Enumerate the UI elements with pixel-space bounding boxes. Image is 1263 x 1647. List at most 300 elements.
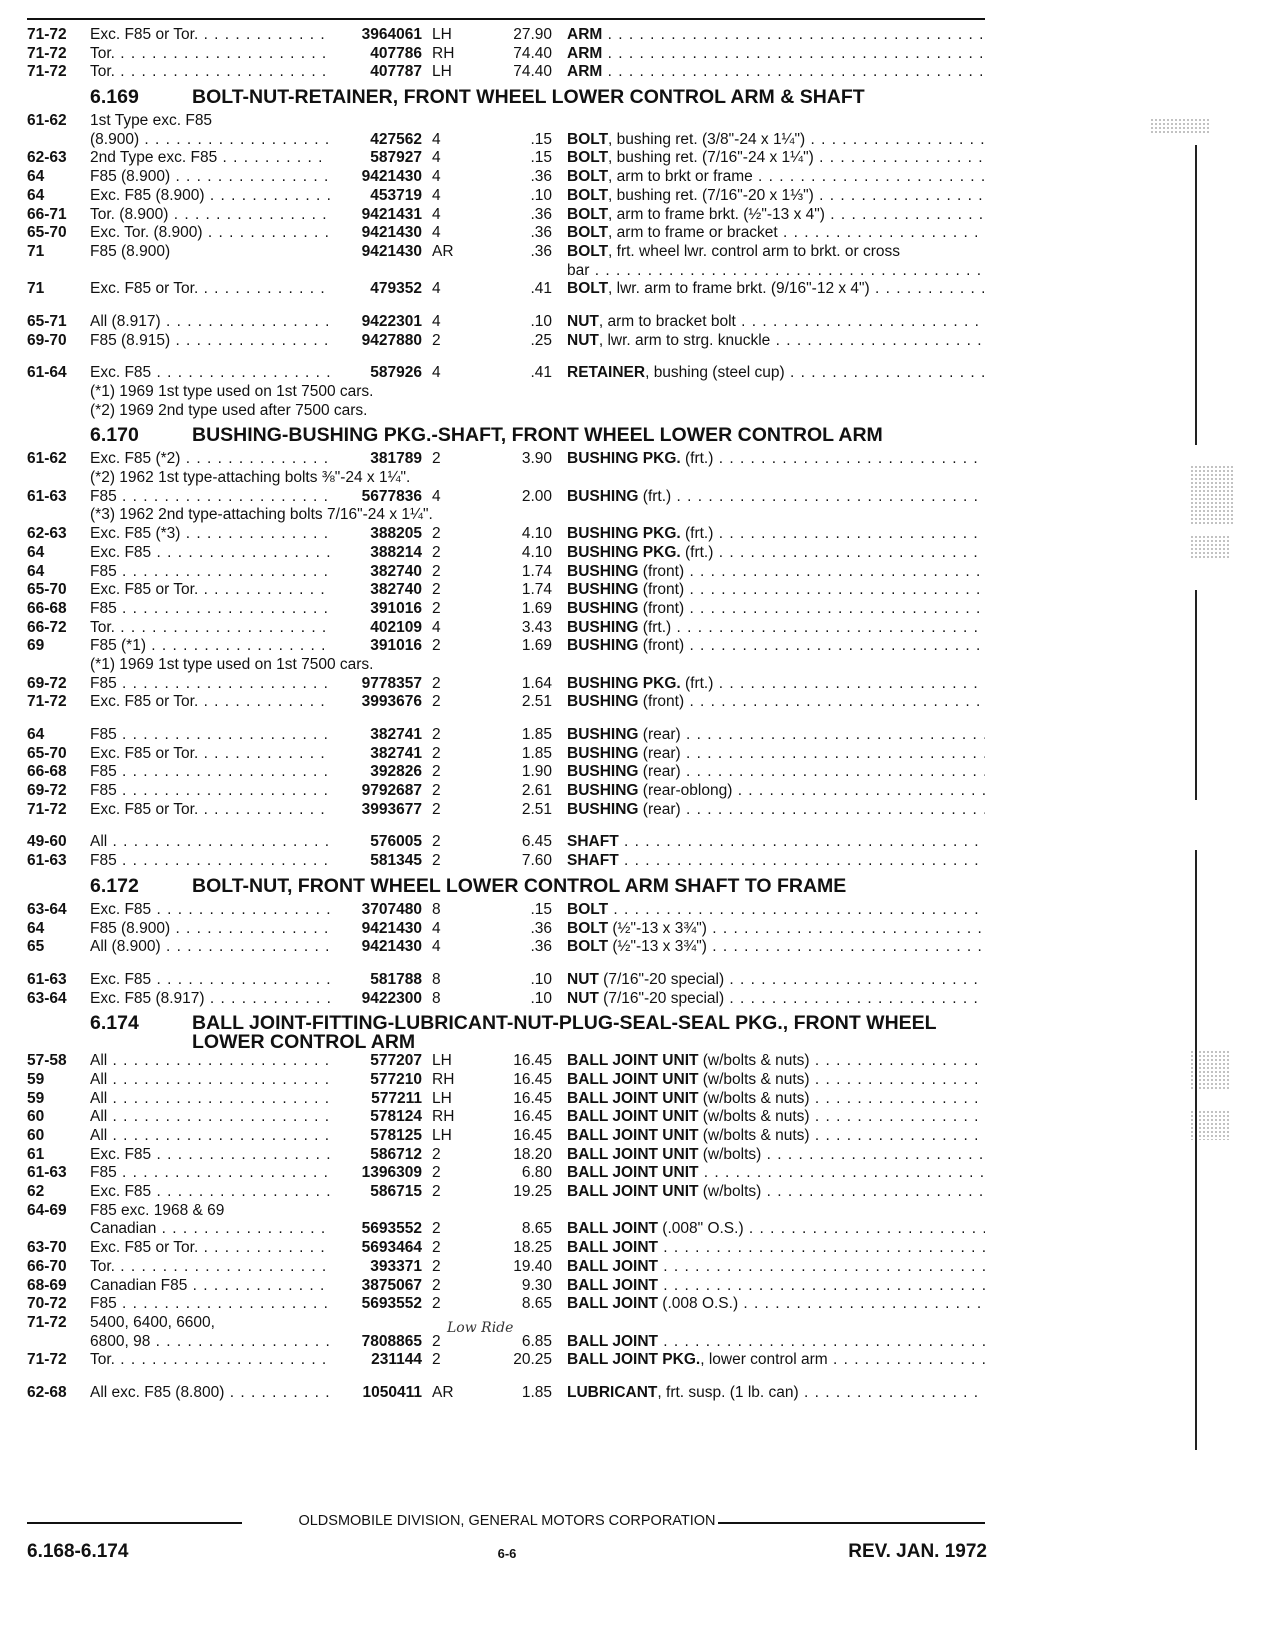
part-name: BALL JOINT	[567, 1239, 658, 1257]
price: .36	[530, 242, 552, 260]
part-row	[27, 1146, 987, 1165]
quantity: 2	[432, 1351, 441, 1369]
price: 16.45	[513, 1089, 552, 1107]
price: 19.40	[513, 1257, 552, 1275]
part-number: 3993676	[361, 693, 422, 711]
part-name: BALL JOINT	[567, 1220, 658, 1238]
price: 6.85	[521, 1332, 552, 1350]
part-detail: (rear)	[638, 744, 681, 762]
application: Exc. F85 or Tor. . . .	[90, 1239, 330, 1258]
quantity: 4	[432, 280, 441, 298]
part-name: ARM	[567, 26, 603, 43]
part-name: BOLT	[567, 280, 609, 298]
price: 8.65	[521, 1220, 552, 1238]
part-detail: (.008" O.S.)	[658, 1220, 744, 1238]
part-detail: (frt.)	[680, 543, 714, 561]
quantity: 4	[432, 130, 441, 148]
section-heading	[27, 82, 987, 112]
price: .10	[530, 989, 552, 1007]
part-number: 382740	[370, 581, 422, 599]
description	[567, 1220, 985, 1239]
part-row	[27, 971, 987, 990]
model-years: 60	[27, 1108, 45, 1126]
part-number: 391016	[370, 599, 422, 617]
description	[567, 852, 985, 871]
part-detail: , bushing ret. (3/8"-24 x 1¼")	[608, 130, 806, 148]
part-detail: (w/bolts & nuts)	[698, 1108, 810, 1126]
part-number: 382741	[370, 744, 422, 762]
quantity: LH	[432, 26, 452, 43]
part-row	[27, 901, 987, 920]
part-name: BUSHING	[567, 581, 639, 599]
part-number: 576005	[370, 833, 422, 851]
part-name: BUSHING	[567, 487, 639, 505]
description	[567, 619, 985, 638]
application: F85 . . .	[90, 1295, 330, 1314]
part-name: BUSHING	[567, 726, 639, 743]
part-name: NUT	[567, 989, 599, 1007]
part-name: SHAFT	[567, 852, 619, 870]
part-row	[27, 206, 987, 225]
part-name: NUT	[567, 312, 599, 330]
quantity: 8	[432, 900, 441, 918]
description	[567, 63, 985, 82]
model-years: 65-70	[27, 581, 67, 599]
application: All (8.917) . . .	[90, 313, 330, 332]
part-number: 581345	[370, 852, 422, 870]
part-detail: (frt.)	[638, 618, 672, 636]
part-number: 577211	[371, 1089, 422, 1107]
part-name: BUSHING	[567, 782, 639, 800]
model-years: 63-64	[27, 989, 67, 1007]
application: All (8.900) . . .	[90, 938, 330, 957]
application: F85 . . .	[90, 488, 330, 507]
footnote	[27, 506, 987, 525]
quantity: 2	[432, 581, 441, 599]
model-years: 71-72	[27, 1313, 67, 1331]
quantity: 2	[432, 1239, 441, 1257]
part-detail: bar	[567, 261, 590, 279]
footer-section-range: 6.168-6.174	[27, 1541, 129, 1562]
part-row	[27, 563, 987, 582]
part-row	[27, 224, 987, 243]
part-number: 231144	[371, 1351, 422, 1369]
price: 18.20	[513, 1145, 552, 1163]
model-years: 62-63	[27, 149, 67, 167]
application: Exc. F85 . . .	[90, 364, 330, 383]
application: Tor. (8.900) . . .	[90, 206, 330, 225]
part-number: 3707480	[361, 900, 422, 918]
part-row	[27, 525, 987, 544]
price: .36	[530, 224, 552, 242]
part-row	[27, 112, 987, 131]
part-number: 3993677	[361, 800, 422, 818]
section-title: BUSHING-BUSHING PKG.-SHAFT, FRONT WHEEL LOWER CONTROL ARM	[192, 424, 883, 447]
description	[567, 26, 985, 45]
description	[567, 833, 985, 852]
application: All exc. F85 (8.800) . . .	[90, 1384, 330, 1403]
footnote	[27, 656, 987, 675]
application: Exc. F85 (*2) . . .	[90, 450, 330, 469]
part-detail: , frt. susp. (1 lb. can)	[657, 1383, 799, 1401]
part-row	[27, 693, 987, 712]
model-years: 64	[27, 919, 45, 937]
part-name: BUSHING	[567, 599, 639, 617]
application: Tor. . . .	[90, 45, 330, 64]
application: Exc. F85 or Tor. . . .	[90, 745, 330, 764]
quantity: 4	[432, 149, 441, 167]
model-years: 65-71	[27, 312, 67, 330]
quantity: 4	[432, 186, 441, 204]
part-detail: (w/bolts)	[698, 1145, 762, 1163]
price: .36	[530, 168, 552, 186]
description	[567, 131, 985, 150]
part-detail: , bushing ret. (7/16"-24 x 1¼")	[608, 149, 814, 167]
price: 1.74	[521, 581, 552, 599]
part-detail: (frt.)	[638, 487, 672, 505]
row-spacer	[27, 1370, 987, 1384]
part-row	[27, 1295, 987, 1314]
description	[567, 901, 985, 920]
description	[567, 1295, 985, 1314]
quantity: 2	[432, 833, 441, 851]
part-row	[27, 544, 987, 563]
price: 9.30	[521, 1276, 552, 1294]
quantity: 2	[432, 1220, 441, 1238]
model-years: 61-63	[27, 1164, 67, 1182]
price: 1.85	[521, 726, 552, 743]
description	[567, 745, 985, 764]
part-row	[27, 833, 987, 852]
part-row	[27, 801, 987, 820]
price: .10	[530, 970, 552, 988]
footnote	[27, 383, 987, 402]
part-detail: , bushing (steel cup)	[645, 364, 785, 382]
application: Canadian . . .	[90, 1220, 330, 1239]
part-row	[27, 243, 987, 262]
part-name: BALL JOINT	[567, 1257, 658, 1275]
part-number: 581788	[370, 970, 422, 988]
model-years: 64	[27, 726, 45, 743]
part-row	[27, 450, 987, 469]
price: 16.45	[513, 1070, 552, 1088]
part-row	[27, 149, 987, 168]
model-years: 69	[27, 637, 45, 655]
part-detail: (w/bolts)	[698, 1183, 762, 1201]
description	[567, 1384, 985, 1403]
description	[567, 581, 985, 600]
description	[567, 1127, 985, 1146]
quantity: 4	[432, 205, 441, 223]
model-years: 66-71	[27, 205, 67, 223]
part-number: 427562	[370, 130, 422, 148]
part-name: BOLT	[567, 938, 609, 956]
part-number: 578124	[370, 1108, 422, 1126]
part-name: BALL JOINT	[567, 1332, 658, 1350]
price: 2.00	[521, 487, 552, 505]
footnote-text: (*1) 1969 1st type used on 1st 7500 cars.	[90, 383, 374, 400]
price: 3.43	[521, 618, 552, 636]
quantity: 8	[432, 989, 441, 1007]
price: 1.74	[521, 562, 552, 580]
part-name: BOLT	[567, 149, 609, 167]
part-detail: , arm to brkt or frame	[608, 168, 753, 186]
part-number: 407787	[370, 63, 422, 81]
part-number: 393371	[370, 1257, 422, 1275]
quantity: 2	[432, 1145, 441, 1163]
part-row	[27, 488, 987, 507]
model-years: 61-63	[27, 852, 67, 870]
description	[567, 206, 985, 225]
application: Tor. . . .	[90, 1351, 330, 1370]
part-name: BOLT	[567, 242, 609, 260]
price: 19.25	[513, 1183, 552, 1201]
section-heading	[27, 420, 987, 450]
quantity: 2	[432, 1295, 441, 1313]
application: All . . .	[90, 1127, 330, 1146]
description	[567, 313, 985, 332]
part-detail: (rear)	[638, 800, 681, 818]
part-number: 587926	[370, 364, 422, 382]
part-row	[27, 1071, 987, 1090]
price: 16.45	[513, 1052, 552, 1070]
description	[567, 1183, 985, 1202]
part-name: BUSHING PKG.	[567, 450, 681, 468]
price: .41	[530, 364, 552, 382]
footnote-text: (*2) 1969 2nd type used after 7500 cars.	[90, 401, 368, 419]
parts-list	[27, 26, 987, 1403]
description	[567, 544, 985, 563]
description	[567, 525, 985, 544]
price: 74.40	[513, 44, 552, 62]
quantity: 4	[432, 919, 441, 937]
description	[567, 364, 985, 383]
part-number: 9421430	[361, 919, 422, 937]
price: 2.51	[521, 800, 552, 818]
part-name: NUT	[567, 970, 599, 988]
part-name: BUSHING	[567, 744, 639, 762]
description	[567, 1071, 985, 1090]
part-detail: (w/bolts & nuts)	[698, 1089, 810, 1107]
price: .10	[530, 312, 552, 330]
quantity: 8	[432, 970, 441, 988]
price: 20.25	[513, 1351, 552, 1369]
price: 27.90	[513, 26, 552, 43]
application: (8.900) . . .	[90, 131, 330, 150]
description	[567, 920, 985, 939]
price: 2.61	[521, 782, 552, 800]
quantity: 2	[432, 852, 441, 870]
model-years: 69-72	[27, 674, 67, 692]
description	[567, 563, 985, 582]
quantity: AR	[432, 1383, 454, 1401]
section-title: BALL JOINT-FITTING-LUBRICANT-NUT-PLUG-SEAL-SEAL PKG., FRONT WHEEL LOWER CONTROL ARM	[192, 1012, 937, 1054]
quantity: 2	[432, 1164, 441, 1182]
part-row	[27, 1090, 987, 1109]
part-row	[27, 1277, 987, 1296]
part-name: BALL JOINT	[567, 1276, 658, 1294]
model-years: 71-72	[27, 26, 67, 43]
part-detail: (.008 O.S.)	[658, 1295, 739, 1313]
price: .41	[530, 280, 552, 298]
description	[567, 971, 985, 990]
part-detail: , lwr. arm to frame brkt. (9/16"-12 x 4")	[608, 280, 870, 298]
price: .36	[530, 938, 552, 956]
application: Exc. F85 . . .	[90, 971, 330, 990]
quantity: 2	[432, 1257, 441, 1275]
part-number: 3964061	[361, 26, 422, 43]
quantity: LH	[432, 63, 452, 81]
description	[567, 938, 985, 957]
part-row	[27, 990, 987, 1009]
application: Exc. F85 or Tor. . . .	[90, 693, 330, 712]
part-name: SHAFT	[567, 833, 619, 851]
application: All . . .	[90, 1052, 330, 1071]
model-years: 66-68	[27, 763, 67, 781]
row-spacer	[27, 957, 987, 971]
part-row	[27, 45, 987, 64]
price: 16.45	[513, 1127, 552, 1144]
application: All . . .	[90, 833, 330, 852]
application: F85 exc. 1968 & 69	[90, 1201, 225, 1219]
part-number: 587927	[370, 149, 422, 167]
price: 7.60	[521, 852, 552, 870]
description	[567, 149, 985, 168]
part-detail: (7/16"-20 special)	[598, 970, 725, 988]
part-name: NUT	[567, 331, 599, 349]
quantity: 4	[432, 938, 441, 956]
part-name: BALL JOINT UNIT	[567, 1127, 699, 1144]
price: 4.10	[521, 525, 552, 543]
application: Canadian F85 . . .	[90, 1277, 330, 1296]
part-name: BUSHING	[567, 618, 639, 636]
part-detail: (frt.)	[680, 674, 714, 692]
part-name: BOLT	[567, 224, 609, 242]
model-years: 69-70	[27, 331, 67, 349]
part-number: 1396309	[361, 1164, 422, 1182]
part-detail: (front)	[638, 581, 685, 599]
footnote-text: (*1) 1969 1st type used on 1st 7500 cars.	[90, 655, 374, 673]
model-years: 63-70	[27, 1239, 67, 1257]
part-name: BALL JOINT UNIT	[567, 1108, 699, 1126]
quantity: RH	[432, 1108, 455, 1126]
application: F85 (8.900) . . .	[90, 168, 330, 187]
description	[567, 1146, 985, 1165]
part-detail: (frt.)	[680, 525, 714, 543]
part-row	[27, 187, 987, 206]
row-spacer	[27, 712, 987, 726]
description	[567, 45, 985, 64]
part-number: 586712	[370, 1145, 422, 1163]
application: 5400, 6400, 6600,	[90, 1313, 215, 1331]
part-detail: , arm to frame brkt. (½"-13 x 4")	[608, 205, 825, 223]
section-number: 6.169	[90, 86, 139, 109]
part-detail: (rear)	[638, 763, 681, 781]
part-name: RETAINER	[567, 364, 646, 382]
quantity: 2	[432, 744, 441, 762]
part-detail: (½"-13 x 3¾")	[608, 938, 707, 956]
application: Tor. . . .	[90, 63, 330, 82]
part-number: 586715	[370, 1183, 422, 1201]
description	[567, 693, 985, 712]
part-detail: , lwr. arm to strg. knuckle	[598, 331, 771, 349]
part-name: BALL JOINT UNIT	[567, 1089, 699, 1107]
part-row	[27, 1108, 987, 1127]
part-number: 9421430	[361, 168, 422, 186]
part-number: 392826	[370, 763, 422, 781]
part-row	[27, 1183, 987, 1202]
model-years: 65	[27, 938, 45, 956]
part-name: BALL JOINT UNIT	[567, 1164, 699, 1182]
part-detail: (7/16"-20 special)	[598, 989, 725, 1007]
description	[567, 801, 985, 820]
part-row	[27, 1351, 987, 1370]
part-name: BUSHING PKG.	[567, 543, 681, 561]
quantity: 2	[432, 674, 441, 692]
part-number: 388205	[370, 525, 422, 543]
part-number: 5693552	[361, 1295, 422, 1313]
model-years: 64	[27, 186, 45, 204]
part-name: BUSHING	[567, 763, 639, 781]
part-row	[27, 1164, 987, 1183]
price: 8.65	[521, 1295, 552, 1313]
row-spacer	[27, 299, 987, 313]
part-row	[27, 852, 987, 871]
price: 1.85	[521, 744, 552, 762]
part-number: 388214	[370, 543, 422, 561]
quantity: 4	[432, 487, 441, 505]
model-years: 68-69	[27, 1276, 67, 1294]
quantity: 4	[432, 168, 441, 186]
application: Exc. F85 or Tor. . . .	[90, 26, 330, 45]
part-row	[27, 1052, 987, 1071]
part-number: 9792687	[361, 782, 422, 800]
part-name: BUSHING	[567, 637, 639, 655]
part-row	[27, 364, 987, 383]
price: 1.69	[521, 599, 552, 617]
part-row	[27, 131, 987, 150]
part-row	[27, 313, 987, 332]
description	[567, 1351, 985, 1370]
application: All . . .	[90, 1090, 330, 1109]
application: Exc. F85 or Tor. . . .	[90, 280, 330, 299]
part-number: 1050411	[362, 1383, 422, 1401]
part-row	[27, 1239, 987, 1258]
quantity: RH	[432, 44, 455, 62]
part-name: BUSHING	[567, 693, 639, 711]
price: 1.69	[521, 637, 552, 655]
application: Exc. F85 (8.900) . . .	[90, 187, 330, 206]
quantity: 4	[432, 312, 441, 330]
quantity: 2	[432, 1183, 441, 1201]
part-number: 5693552	[361, 1220, 422, 1238]
part-number: 7808865	[361, 1332, 422, 1350]
description	[567, 763, 985, 782]
application: F85 . . .	[90, 782, 330, 801]
model-years: 71-72	[27, 63, 67, 81]
price: .36	[530, 205, 552, 223]
part-row	[27, 1202, 987, 1221]
scan-speckle	[1150, 118, 1210, 134]
description	[567, 1333, 985, 1352]
section-heading	[27, 871, 987, 901]
model-years: 61-62	[27, 450, 67, 468]
quantity: 4	[432, 364, 441, 382]
part-detail: (front)	[638, 693, 685, 711]
part-row	[27, 782, 987, 801]
part-row	[27, 1127, 987, 1146]
part-number: 391016	[370, 637, 422, 655]
